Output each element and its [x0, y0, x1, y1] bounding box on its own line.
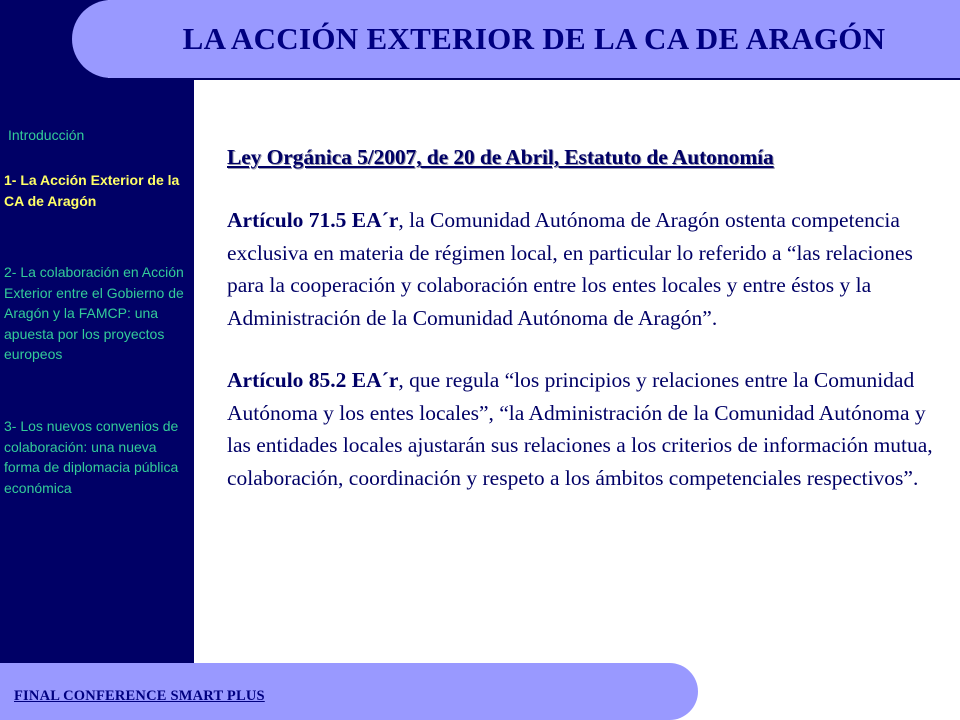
sidebar-item-accion-exterior[interactable]: 1- La Acción Exterior de la CA de Aragón	[4, 172, 180, 209]
title-divider	[108, 78, 960, 80]
law-heading: Ley Orgánica 5/2007, de 20 de Abril, Estatuto de Autonomía	[227, 145, 774, 169]
sidebar-item-introduccion[interactable]: Introducción	[8, 127, 85, 143]
article-85-paragraph	[227, 364, 947, 494]
page-title: LA ACCIÓN EXTERIOR DE LA CA DE ARAGÓN	[182, 21, 886, 56]
footer-text: FINAL CONFERENCE SMART PLUS	[14, 688, 265, 704]
sidebar-item-nuevos-convenios[interactable]: 3- Los nuevos convenios de colaboración: una nueva forma de diplomacia pública económica	[4, 418, 179, 496]
article-85-label: Artículo 85.2 EA´r	[227, 368, 399, 392]
article-71-label: Artículo 71.5 EA´r	[227, 208, 399, 232]
sidebar-nav	[0, 80, 194, 680]
sidebar-item-colaboracion[interactable]: 2- La colaboración en Acción Exterior entre el Gobierno de Aragón y la FAMCP: una apuesta por los proyectos europeos	[4, 264, 184, 362]
article-71-paragraph	[227, 204, 947, 334]
main-content	[227, 142, 947, 494]
article-85-text: , que regula “los principios y relaciones entre la Comunidad Autónoma y los entes locales”, “la Administración de la Comunidad Autónoma y las entidades locales ajustarán sus relaciones a los criterios de información mutua, colaboración, coordinación y respeto a los ámbitos competenciales respectivos”.	[227, 368, 933, 490]
article-71-text: , la Comunidad Autónoma de Aragón ostenta competencia exclusiva en materia de régimen local, en particular lo referido a “las relaciones para la cooperación y colaboración entre los entes locales y entre éstos y la Administración de la Comunidad Autónoma de Aragón”.	[227, 208, 913, 330]
